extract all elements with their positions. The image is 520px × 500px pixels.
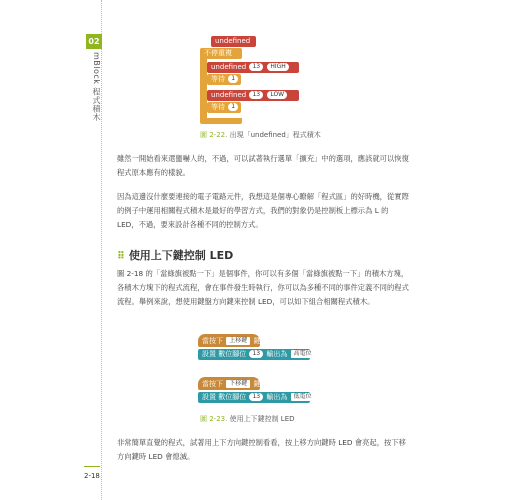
paragraph: 因為這邊沒什麼要連接的電子電路元件，我想這是個專心瞭解「程式區」的好時機，從實際的例子中運用相關程式積木是最好的學習方式，我們的對象仍是控制板上標示為 L 的 LED，不過，要來設計各種不同的控制方式。 bbox=[117, 192, 409, 229]
block-label: 等待 bbox=[211, 103, 225, 111]
block-label: 鍵 bbox=[253, 380, 261, 388]
section-heading bbox=[117, 247, 233, 263]
paragraph: 非常簡單直覺的程式，試著用上下方向鍵控制看看，按上移方向鍵時 LED 會亮起，按下移方向鍵時 LED 會熄滅。 bbox=[117, 438, 406, 461]
block-label: 輸出為 bbox=[266, 393, 288, 401]
caption-text: 使用上下鍵控制 LED bbox=[229, 415, 295, 423]
figure-caption bbox=[200, 130, 321, 140]
block-label: undefined bbox=[211, 91, 247, 99]
wait-block bbox=[207, 102, 249, 113]
chapter-number-tab: 02 bbox=[86, 34, 102, 49]
forever-loop-arm bbox=[200, 58, 207, 120]
block-label: 設置 數位腳位 bbox=[202, 350, 247, 358]
when-key-pressed-block bbox=[198, 334, 260, 347]
level-chip: HIGH bbox=[267, 63, 288, 71]
undefined-block-high bbox=[207, 62, 299, 73]
pin-chip: 13 bbox=[249, 393, 263, 401]
pin-chip: 13 bbox=[249, 91, 263, 99]
wait-value-chip: 1 bbox=[228, 103, 238, 111]
undefined-block-low bbox=[207, 90, 299, 101]
pin-chip: 13 bbox=[249, 350, 263, 358]
block-label: 不停重複 bbox=[204, 49, 232, 57]
block-label: 設置 數位腳位 bbox=[202, 393, 247, 401]
block-label: 等待 bbox=[211, 75, 225, 83]
set-digital-pin-block bbox=[198, 392, 310, 403]
block-unit: 秒 bbox=[241, 103, 249, 111]
when-key-pressed-block bbox=[198, 377, 260, 390]
level-dropdown: 高電位 bbox=[291, 350, 315, 358]
paragraph: 雖然一開始看來還蠻嚇人的，不過，可以試著執行選單「擴充」中的選項，應該就可以恢復程式原本應有的樣貌。 bbox=[117, 154, 409, 177]
block-label: undefined bbox=[215, 37, 251, 45]
page-number-rule bbox=[84, 466, 100, 467]
chapter-title: mBlock 程式積木 bbox=[92, 52, 101, 122]
page-number: 2-18 bbox=[84, 472, 100, 480]
key-dropdown: 下移鍵 bbox=[226, 380, 250, 388]
section-title: 使用上下鍵控制 LED bbox=[128, 249, 234, 262]
block-label: 輸出為 bbox=[266, 350, 288, 358]
block-unit: 秒 bbox=[241, 75, 249, 83]
caption-text: 出現「undefined」程式積木 bbox=[229, 131, 321, 139]
pin-chip: 13 bbox=[249, 63, 263, 71]
block-label: 鍵 bbox=[253, 337, 261, 345]
set-digital-pin-block bbox=[198, 349, 310, 360]
level-dropdown: 低電位 bbox=[291, 393, 315, 401]
block-label: 當按下 bbox=[202, 380, 223, 388]
paragraph: 圖 2-18 的「當綠旗被點一下」是個事件，你可以有多個「當綠旗被點一下」的積木方塊，各積木方塊下的程式流程，會在事件發生時執行，你可以為多種不同的事件定義不同的程式流程。舉例來說，想使用鍵盤方向鍵來控制 LED，可以如下組合相關程式積木。 bbox=[117, 269, 409, 306]
caption-label: 圖 2-23. bbox=[200, 415, 228, 423]
wait-value-chip: 1 bbox=[228, 75, 238, 83]
caption-label: 圖 2-22. bbox=[200, 131, 228, 139]
block-label: 當按下 bbox=[202, 337, 223, 345]
figure-caption bbox=[200, 414, 295, 424]
key-dropdown: 上移鍵 bbox=[226, 337, 250, 345]
forever-loop-foot bbox=[200, 118, 242, 124]
level-chip: LOW bbox=[267, 91, 287, 99]
wait-block bbox=[207, 74, 249, 85]
undefined-hat-block bbox=[211, 36, 256, 47]
block-label: undefined bbox=[211, 63, 247, 71]
grid-bullet-icon: ⠿ bbox=[117, 251, 125, 262]
